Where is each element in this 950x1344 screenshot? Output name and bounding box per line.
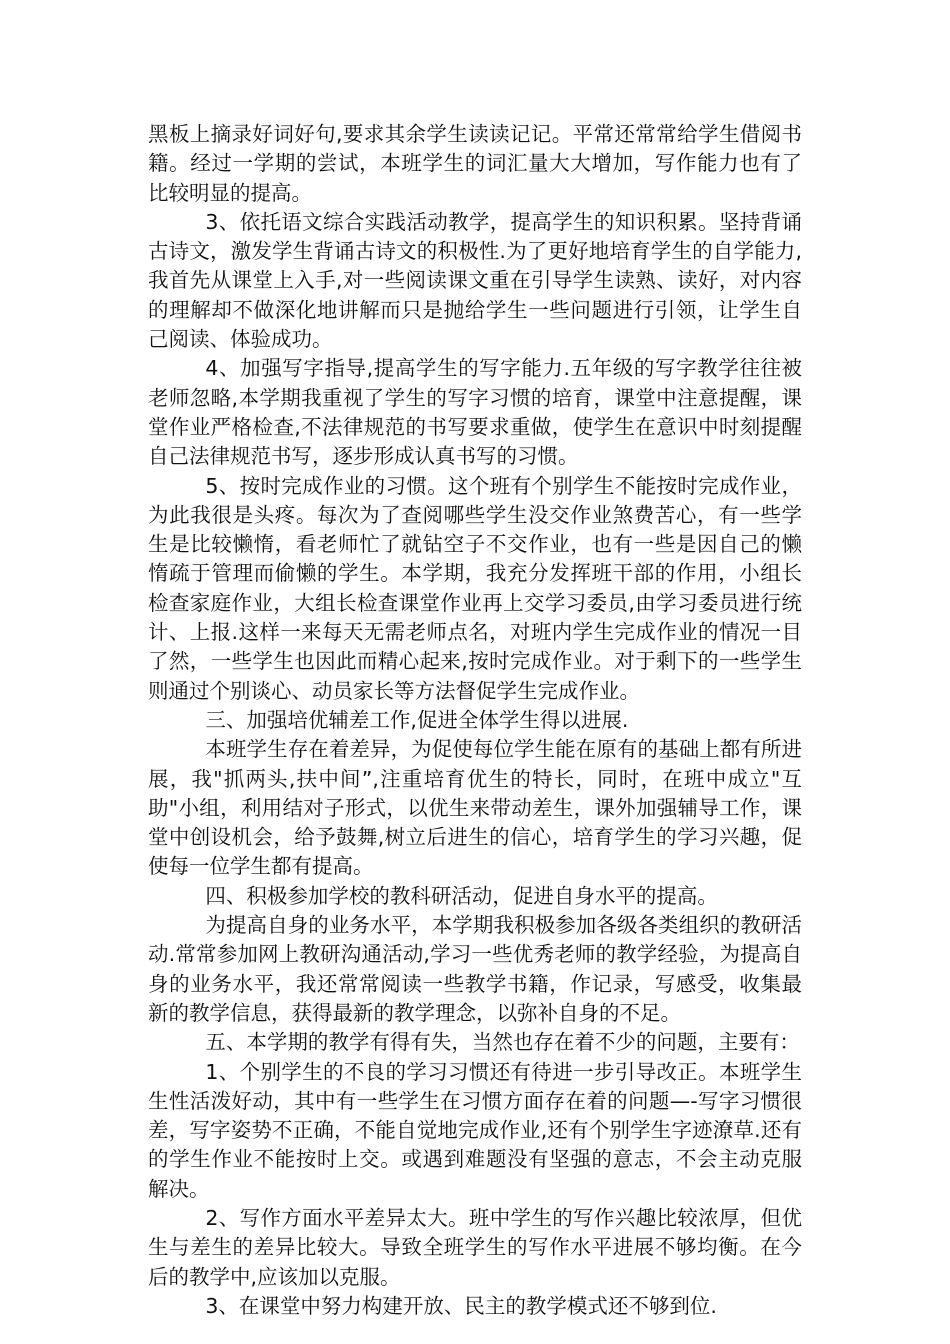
paragraph-item-4: 4、加强写字指导,提高学生的写字能力.五年级的写字教学往往被老师忽略,本学期我重视了学生的写字习惯的培育，课堂中注意提醒，课堂作业严格检查,不法律规范的书写要求重做，使学生在意识中时刻提醒自己法律规范书写，逐步形成认真书写的习惯。 [148, 356, 802, 469]
problem-item-2: 2、写作方面水平差异太大。班中学生的写作兴趣比较浓厚，但优生与差生的差异比较大。导致全班学生的写作水平进展不够均衡。在今后的教学中,应该加以克服。 [148, 1205, 802, 1289]
paragraph-section-4: 为提高自身的业务水平，本学期我积极参加各级各类组织的教研活动.常常参加网上教研沟通活动,学习一些优秀老师的教学经验，为提高自身的业务水平，我还常常阅读一些教学书籍，作记录，写感受，收集最新的教学信息，获得最新的教学理念，以弥补自身的不足。 [148, 913, 802, 1025]
paragraph-item-3: 3、依托语文综合实践活动教学，提高学生的知识积累。坚持背诵古诗文，激发学生背诵古诗文的积极性.为了更好地培育学生的自学能力,我首先从课堂上入手,对一些阅读课文重在引导学生读熟、读好，对内容的理解却不做深化地讲解而只是抛给学生一些问题进行引领，让学生自己阅读、体验成功。 [148, 209, 802, 352]
section-heading-4: 四、积极参加学校的教科研活动，促进自身水平的提高。 [205, 883, 718, 908]
section-heading-3: 三、加强培优辅差工作,促进全体学生得以进展. [205, 707, 629, 732]
section-heading-5: 五、本学期的教学有得有失，当然也存在着不少的问题，主要有： [205, 1030, 800, 1055]
document-body [148, 120, 802, 1321]
problem-item-3: 3、在课堂中努力构建开放、民主的教学模式还不够到位. [205, 1293, 717, 1318]
paragraph-continued: 黑板上摘录好词好句,要求其余学生读读记记。平常还常常给学生借阅书籍。经过一学期的尝试，本班学生的词汇量大大增加，写作能力也有了比较明显的提高。 [148, 122, 802, 205]
paragraph-item-5: 5、按时完成作业的习惯。这个班有个别学生不能按时完成作业，为此我很是头疼。每次为了查阅哪些学生没交作业煞费苦心，有一些学生是比较懒惰，看老师忙了就钻空子不交作业，也有一些是因自己的懒惰疏于管理而偷懒的学生。本学期，我充分发挥班干部的作用，小组长检查家庭作业，大组长检查课堂作业再上交学习委员,由学习委员进行统计、上报.这样一来每天无需老师点名，对班内学生完成作业的情况一目了然，一些学生也因此而精心起来,按时完成作业。对于剩下的一些学生则通过个别谈心、动员家长等方法督促学生完成作业。 [148, 473, 802, 703]
paragraph-section-3: 本班学生存在着差异，为促使每位学生能在原有的基础上都有所进展，我"抓两头,扶中间”,注重培育优生的特长，同时，在班中成立"互助"小组，利用结对子形式，以优生来带动差生，课外加强辅导工作，课堂中创设机会，给予鼓舞,树立后进生的信心，培育学生的学习兴趣，促使每一位学生都有提高。 [148, 737, 802, 879]
problem-item-1: 1、个别学生的不良的学习习惯还有待进一步引导改正。本班学生生性活泼好动，其中有一些学生在习惯方面存在着的问题—-写字习惯很差，写字姿势不正确，不能自觉地完成作业,还有个别学生字迹潦草.还有的学生作业不能按时上交。或遇到难题没有坚强的意志，不会主动克服解决。 [148, 1059, 802, 1201]
